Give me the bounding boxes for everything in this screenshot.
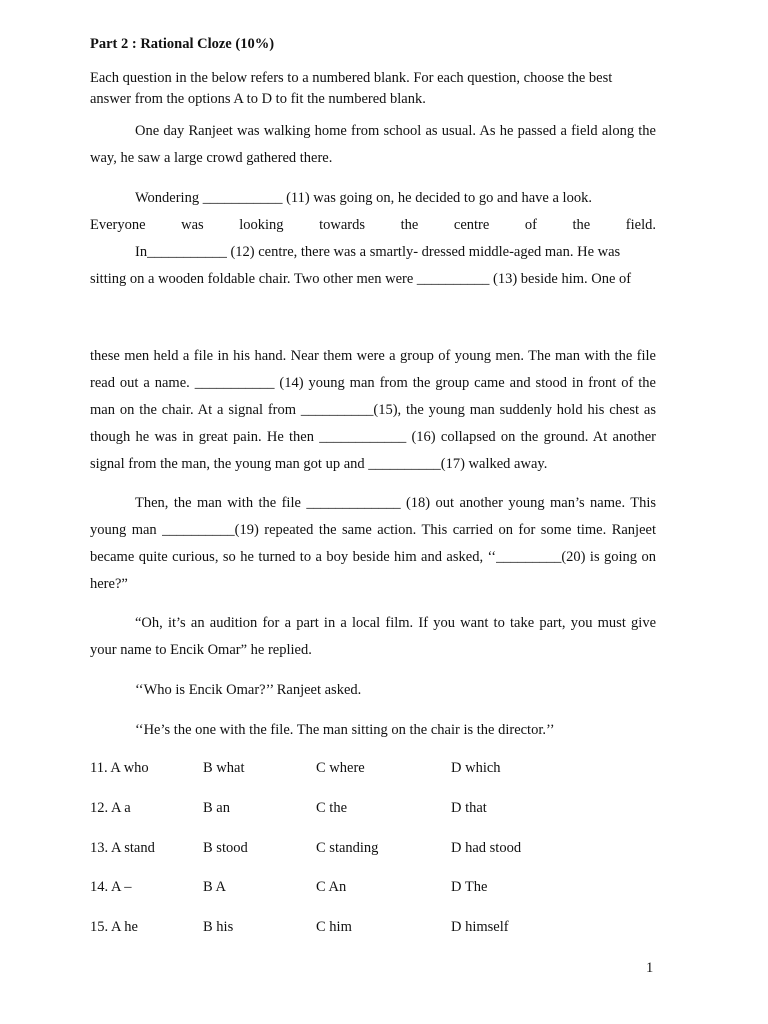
option-b: B A bbox=[203, 879, 226, 895]
option-row-14 bbox=[90, 879, 656, 899]
paragraph-2-line-4: sitting on a wooden foldable chair. Two other men were __________ (13) beside him. One of bbox=[90, 271, 632, 287]
option-b: B stood bbox=[203, 840, 248, 856]
option-b: B what bbox=[203, 760, 245, 776]
option-d: D himself bbox=[451, 919, 509, 935]
paragraph-2-line-3: In___________ (12) centre, there was a smartly- dressed middle-aged man. He was bbox=[135, 244, 621, 260]
option-a: 12. A a bbox=[90, 800, 131, 816]
option-c: C standing bbox=[316, 840, 379, 856]
option-c: C the bbox=[316, 800, 348, 816]
option-d: D that bbox=[451, 800, 487, 816]
option-d: D which bbox=[451, 760, 501, 776]
option-a: 15. A he bbox=[90, 919, 138, 935]
option-c: C where bbox=[316, 760, 365, 776]
option-a: 14. A – bbox=[90, 879, 132, 895]
option-d: D The bbox=[451, 879, 488, 895]
paragraph-3: these men held a file in his hand. Near them were a group of young men. The man with the file read out a name. ___________ (14) young man from the group came and stood in front of the man on the chair. At a signal from __________(15), the young man suddenly hold his chest as though he was in great pain. He then ____________ (16) collapsed on the ground. At another signal from the man, the young man got up and __________(17) walked away. bbox=[90, 348, 656, 472]
option-row-13 bbox=[90, 840, 656, 860]
option-row-11 bbox=[90, 760, 656, 780]
paragraph-4: Then, the man with the file _____________ (18) out another young man’s name. This young man __________(19) repeated the same action. This carried on for some time. Ranjeet became quite curious, so he turned to a boy beside him and asked, ‘‘_________(20) is going on here?” bbox=[90, 495, 656, 592]
paragraph-5: “Oh, it’s an audition for a part in a local film. If you want to take part, you must give your name to Encik Omar” he replied. bbox=[90, 615, 656, 658]
page-number: 1 bbox=[646, 960, 654, 976]
option-b: B his bbox=[203, 919, 234, 935]
paragraph-6: ‘‘Who is Encik Omar?’’ Ranjeet asked. bbox=[135, 682, 362, 698]
option-d: D had stood bbox=[451, 840, 522, 856]
option-c: C him bbox=[316, 919, 352, 935]
paragraph-2-line-2: Everyone was looking towards the centre of the field. bbox=[90, 217, 656, 233]
instructions: Each question in the below refers to a numbered blank. For each question, choose the best answer from the options A to D to fit the numbered blank. bbox=[90, 70, 613, 107]
option-row-12 bbox=[90, 800, 656, 820]
paragraph-2-line-1: Wondering ___________ (11) was going on, he decided to go and have a look. bbox=[135, 190, 592, 206]
option-b: B an bbox=[203, 800, 230, 816]
section-title: Part 2 : Rational Cloze (10%) bbox=[90, 36, 275, 52]
option-c: C An bbox=[316, 879, 347, 895]
option-row-15 bbox=[90, 919, 656, 939]
option-a: 13. A stand bbox=[90, 840, 155, 856]
option-a: 11. A who bbox=[90, 760, 149, 776]
paragraph-7: ‘‘He’s the one with the file. The man sitting on the chair is the director.’’ bbox=[135, 722, 555, 738]
paragraph-1: One day Ranjeet was walking home from school as usual. As he passed a field along the way, he saw a large crowd gathered there. bbox=[90, 123, 656, 166]
